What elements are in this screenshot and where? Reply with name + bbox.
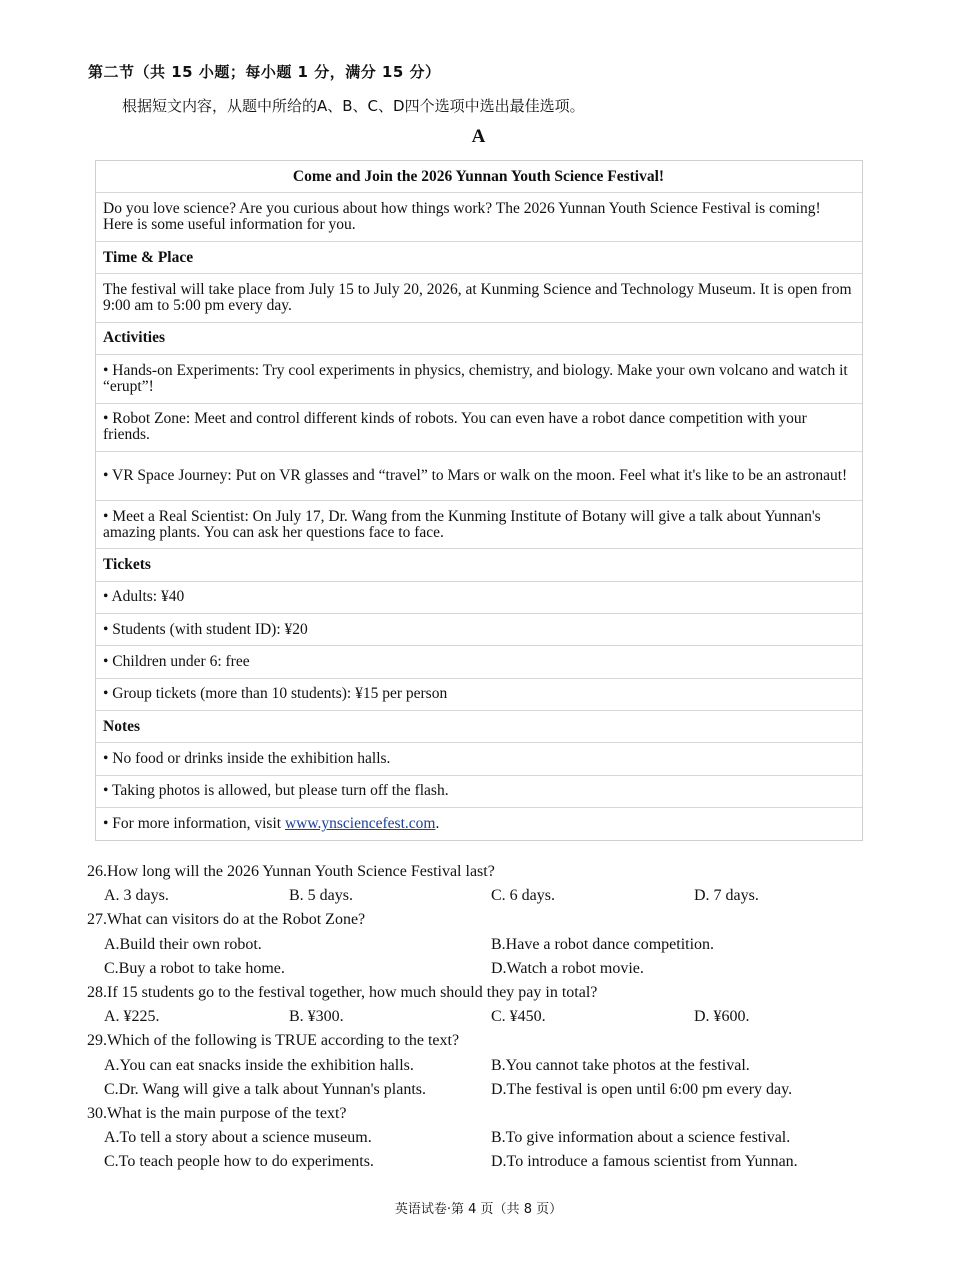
option-a[interactable]: A.You can eat snacks inside the exhibition halls.: [104, 1056, 414, 1074]
note-row: [96, 776, 862, 808]
section-title: 第二节（共 15 小题；每小题 1 分，满分 15 分）: [88, 63, 441, 81]
options-row: [87, 1126, 867, 1150]
option-b[interactable]: B. 5 days.: [289, 887, 353, 905]
ticket-row: [96, 614, 862, 646]
notes-heading: Notes: [103, 717, 141, 735]
activity-text: • Meet a Real Scientist: On July 17, Dr. Wang from the Kunming Institute of Botany will give a talk about Yunnan's amazing plants. You can ask her questions face to face.: [103, 507, 821, 541]
note-row: [96, 743, 862, 775]
option-d[interactable]: D.The festival is open until 6:00 pm every day.: [491, 1080, 793, 1098]
option-b[interactable]: B.To give information about a science festival.: [491, 1129, 791, 1147]
question-stem: 27.What can visitors do at the Robot Zone?: [87, 911, 366, 929]
notice-intro-row: [96, 193, 862, 242]
notice-title: Come and Join the 2026 Yunnan Youth Science Festival!: [292, 167, 665, 185]
option-b[interactable]: B.Have a robot dance competition.: [491, 935, 715, 953]
passage-label: A: [471, 126, 486, 147]
ticket-text: • Children under 6: free: [103, 652, 250, 670]
activity-text: • VR Space Journey: Put on VR glasses and “travel” to Mars or walk on the moon. Feel what it's like to be an astronaut!: [103, 467, 848, 485]
question-stem-row: [87, 981, 867, 1005]
notice-intro: Do you love science? Are you curious about how things work? The 2026 Yunnan Youth Science Festival is coming! Here is some useful information for you.: [103, 200, 821, 234]
ticket-row: [96, 679, 862, 711]
option-a[interactable]: A.To tell a story about a science museum.: [104, 1129, 372, 1147]
time-place-text: The festival will take place from July 15 to July 20, 2026, at Kunming Science and Technology Museum. It is open from 9:00 am to 5:00 pm every day.: [103, 280, 852, 314]
options-row: [87, 1150, 867, 1174]
ticket-row: [96, 582, 862, 614]
activity-row: [96, 501, 862, 550]
question-stem: 28.If 15 students go to the festival together, how much should they pay in total?: [87, 983, 598, 1001]
activity-text: • Hands-on Experiments: Try cool experiments in physics, chemistry, and biology. Make your own volcano and watch it “erupt”!: [103, 361, 848, 395]
more-info-suffix: .: [435, 814, 440, 832]
activity-text: • Robot Zone: Meet and control different kinds of robots. You can even have a robot dance competition with your friends.: [103, 410, 807, 444]
options-row: [87, 1078, 867, 1102]
time-place-heading: Time & Place: [103, 248, 194, 266]
option-c[interactable]: C.To teach people how to do experiments.: [104, 1153, 374, 1171]
question-stem-row: [87, 1102, 867, 1126]
note-text: • Taking photos is allowed, but please turn off the flash.: [103, 782, 449, 800]
activities-heading: Activities: [103, 329, 165, 347]
options-row: [87, 933, 867, 957]
option-c[interactable]: C.Buy a robot to take home.: [104, 959, 285, 977]
option-d[interactable]: D. 7 days.: [694, 887, 759, 905]
option-a[interactable]: A.Build their own robot.: [104, 935, 262, 953]
option-d[interactable]: D.Watch a robot movie.: [491, 959, 644, 977]
options-row: [87, 884, 867, 908]
more-info-text: [103, 816, 439, 832]
activities-heading-row: [96, 323, 862, 355]
tickets-heading: Tickets: [103, 556, 151, 574]
question-stem: 29.Which of the following is TRUE according to the text?: [87, 1032, 460, 1050]
option-c[interactable]: C.Dr. Wang will give a talk about Yunnan's plants.: [104, 1080, 426, 1098]
time-place-heading-row: [96, 242, 862, 274]
question-stem: 26.How long will the 2026 Yunnan Youth Science Festival last?: [87, 863, 495, 880]
options-row: [87, 1005, 867, 1029]
ticket-text: • Students (with student ID): ¥20: [103, 620, 308, 638]
festival-notice-table: [95, 160, 863, 841]
question-stem-row: [87, 1029, 867, 1053]
question-stem: 30.What is the main purpose of the text?: [87, 1104, 347, 1122]
festival-website-link[interactable]: www.ynsciencefest.com: [284, 814, 436, 832]
activity-row: [96, 355, 862, 404]
option-a[interactable]: A. ¥225.: [104, 1008, 160, 1026]
option-a[interactable]: A. 3 days.: [104, 887, 169, 905]
more-info-prefix: • For more information, visit: [103, 814, 285, 832]
option-b[interactable]: B. ¥300.: [289, 1008, 344, 1026]
options-row: [87, 957, 867, 981]
ticket-row: [96, 646, 862, 678]
notice-title-row: [96, 161, 862, 193]
ticket-text: • Adults: ¥40: [103, 588, 185, 606]
notes-heading-row: [96, 711, 862, 743]
question-list: [87, 860, 867, 1174]
option-c[interactable]: C. ¥450.: [491, 1008, 546, 1026]
option-d[interactable]: D.To introduce a famous scientist from Yunnan.: [491, 1153, 798, 1171]
more-info-row: [96, 808, 862, 840]
ticket-text: • Group tickets (more than 10 students): ¥15 per person: [103, 685, 448, 703]
option-c[interactable]: C. 6 days.: [491, 887, 555, 905]
question-stem-row: [87, 908, 867, 932]
option-d[interactable]: D. ¥600.: [694, 1008, 750, 1026]
question-stem-row: [87, 860, 867, 884]
options-row: [87, 1054, 867, 1078]
activity-row: [96, 404, 862, 453]
tickets-heading-row: [96, 549, 862, 581]
option-b[interactable]: B.You cannot take photos at the festival.: [491, 1056, 750, 1074]
note-text: • No food or drinks inside the exhibition halls.: [103, 749, 391, 767]
activity-row: [96, 452, 862, 501]
instruction-text: 根据短文内容，从题中所给的A、B、C、D四个选项中选出最佳选项。: [122, 97, 585, 115]
time-place-row: [96, 274, 862, 323]
page-footer: 英语试卷·第 4 页（共 8 页）: [394, 1202, 563, 1217]
